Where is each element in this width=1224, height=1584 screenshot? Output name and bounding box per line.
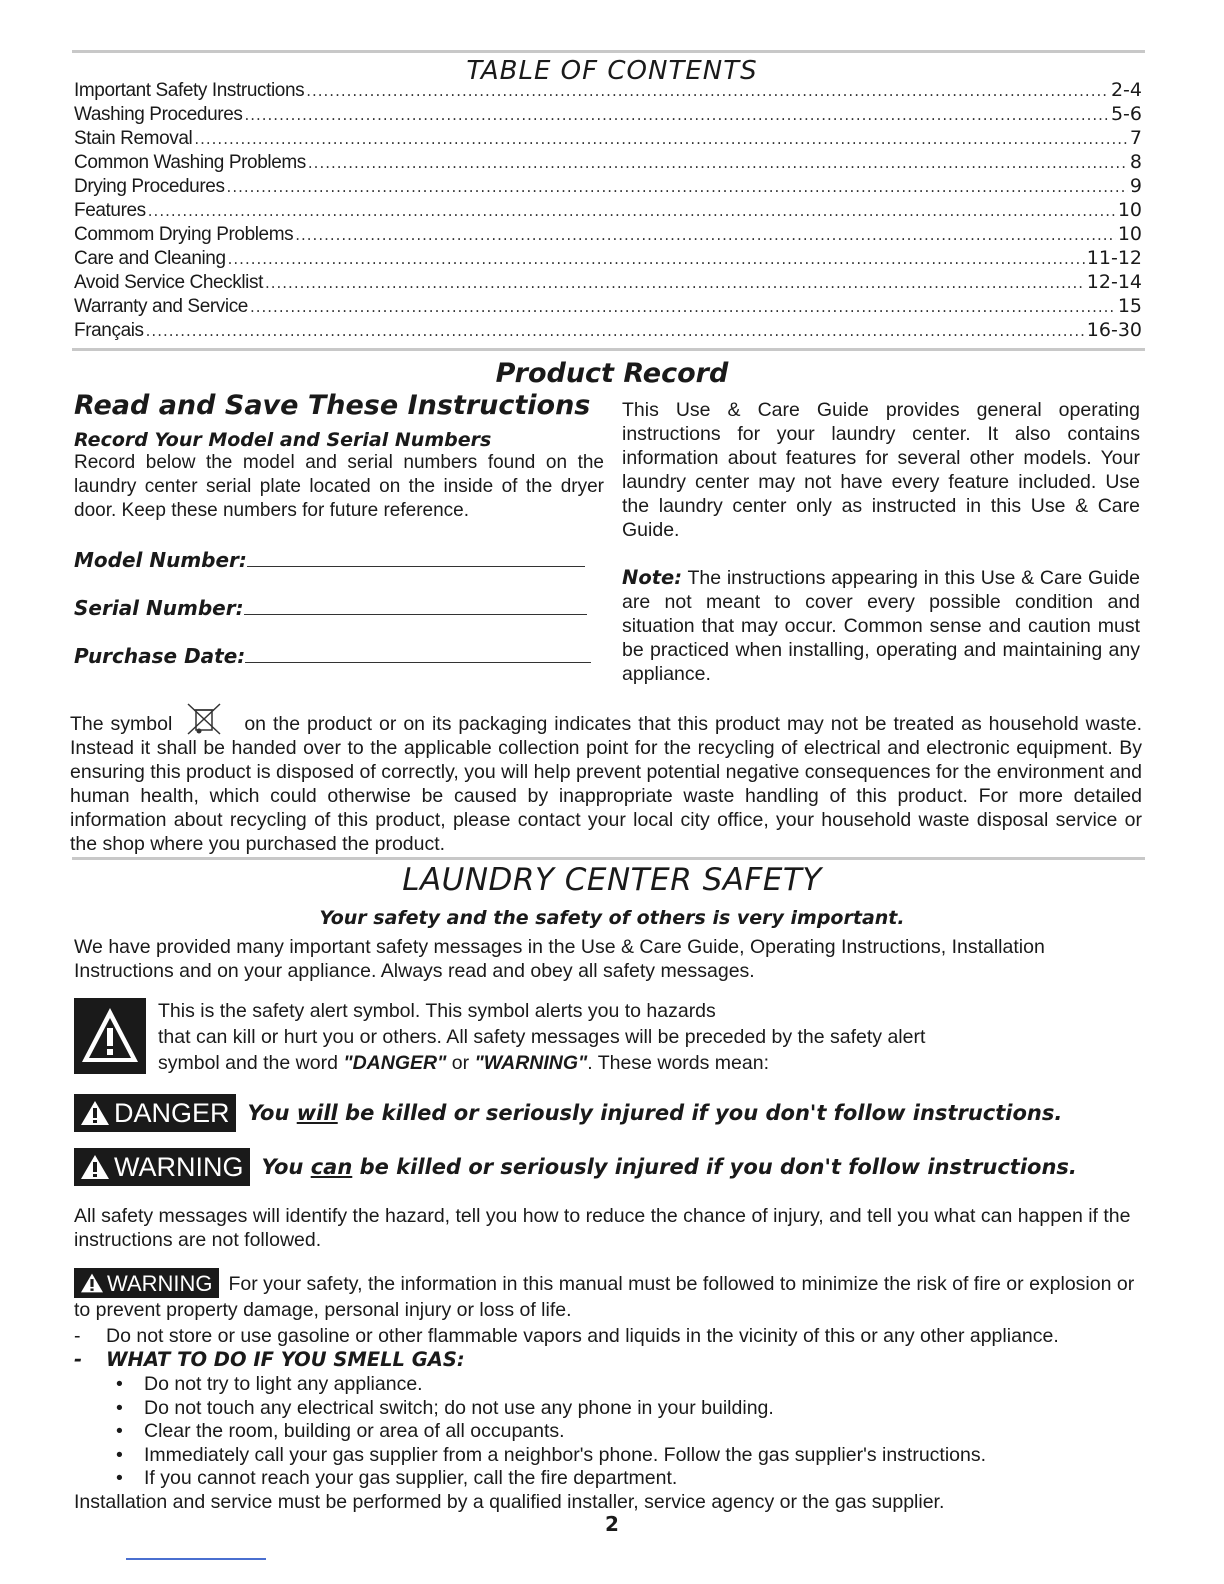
toc-leader-dots — [148, 198, 1116, 223]
toc-entry-page: 5-6 — [1110, 103, 1142, 125]
toc-bottom-rule — [72, 348, 1145, 351]
read-save-heading: Read and Save These Instructions — [74, 390, 591, 421]
gas-bullet-item — [116, 1443, 986, 1467]
safety-top-rule — [72, 857, 1145, 860]
footer-rule — [126, 1558, 266, 1560]
toc-entry[interactable] — [74, 318, 1142, 342]
gas-bullet-text: Clear the room, building or area of all occupants. — [144, 1420, 565, 1442]
toc-entry-page: 9 — [1129, 175, 1142, 197]
warning-emph: can — [310, 1155, 353, 1179]
record-instructions — [74, 390, 604, 523]
alert-line-3-pre: symbol and the word — [158, 1052, 338, 1074]
toc-entry-label: Stain Removal — [74, 128, 193, 149]
toc-leader-dots — [295, 222, 1116, 247]
safety-title: LAUNDRY CENTER SAFETY — [402, 862, 822, 898]
weee-after: on the product or on its packaging indicates that this product may not be treated as household waste. Instead it shall be handed over to the applicable collection point for the recycling of electrical and electronic equipment. By ensuring this product is disposed of correctly, you will help prevent potential negative consequences for the environment and human health, which could otherwise be caused by inappropriate waste handling of this product. For more detailed information about recycling of this product, please contact your local city office, your household waste disposal service or the shop where you purchased the product. — [70, 713, 1142, 855]
toc-entry-label: Features — [74, 200, 146, 221]
warning-post: be killed or seriously injured if you don't follow instructions. — [359, 1155, 1077, 1179]
danger-badge — [74, 1094, 236, 1132]
bullet-dot: • — [116, 1373, 123, 1395]
bullet-dot: • — [116, 1443, 123, 1466]
toc-entry[interactable] — [74, 150, 1142, 174]
warning-pre: You — [261, 1155, 304, 1179]
note-paragraph — [622, 566, 1140, 686]
toc-entry-label: Français — [74, 320, 144, 341]
toc-entry-label: Warranty and Service — [74, 296, 248, 317]
gas-bullet-text: Immediately call your gas supplier from a neighbor's phone. Follow the gas supplier's instructions. — [144, 1443, 987, 1466]
dash-item-2-text: WHAT TO DO IF YOU SMELL GAS: — [106, 1348, 465, 1371]
product-record-title: Product Record — [495, 358, 729, 389]
danger-emph: will — [296, 1101, 338, 1125]
toc-entry-label: Important Safety Instructions — [74, 80, 305, 101]
toc-entry[interactable] — [74, 198, 1142, 222]
toc-leader-dots — [308, 150, 1128, 175]
danger-badge-label: DANGER — [114, 1097, 230, 1128]
warning2-alert-icon — [80, 1272, 104, 1294]
toc-entry[interactable] — [74, 102, 1142, 126]
danger-pre: You — [247, 1101, 290, 1125]
model-number-label: Model Number: — [74, 548, 247, 572]
toc-entry-label: Common Washing Problems — [74, 152, 306, 173]
safety-subtitle: Your safety and the safety of others is very important. — [319, 907, 905, 929]
bullet-dot: • — [116, 1420, 123, 1442]
toc-entry[interactable] — [74, 126, 1142, 150]
toc-entry[interactable] — [74, 294, 1142, 318]
weee-before: The symbol — [70, 713, 173, 735]
warning-statement — [262, 1155, 1077, 1179]
alert-line-3 — [158, 1050, 1118, 1076]
note-label: Note: — [622, 566, 683, 589]
toc-leader-dots — [306, 78, 1109, 103]
warning-alert-icon — [80, 1153, 110, 1181]
danger-post: be killed or seriously injured if you don't follow instructions. — [345, 1101, 1063, 1125]
guide-description — [622, 398, 1140, 686]
weee-paragraph — [70, 702, 1142, 856]
toc-entry-page: 7 — [1129, 127, 1142, 149]
safety-alert-block — [74, 998, 1142, 1076]
dash-item-2 — [74, 1348, 465, 1372]
gas-bullet-text: If you cannot reach your gas supplier, call the fire department. — [144, 1467, 678, 1489]
toc-entry-page: 11-12 — [1086, 247, 1142, 269]
toc-entry[interactable] — [74, 270, 1142, 294]
model-number-line[interactable] — [247, 548, 585, 567]
toc-leader-dots — [244, 102, 1108, 127]
safety-intro: We have provided many important safety messages in the Use & Care Guide, Operating Instructions, Installation Instructions and on your appliance. Always read and obey all safety messages. — [74, 936, 1045, 982]
dash-marker: - — [74, 1348, 83, 1371]
warning-signal — [74, 1148, 1077, 1186]
safety-alert-icon — [74, 998, 146, 1074]
warning-fire-paragraph — [74, 1268, 1142, 1323]
toc-leader-dots — [227, 174, 1128, 199]
table-of-contents — [74, 78, 1142, 342]
warning-badge-label: WARNING — [114, 1151, 244, 1182]
purchase-date-line[interactable] — [245, 644, 591, 663]
toc-leader-dots — [265, 270, 1085, 295]
warning2-badge — [74, 1268, 219, 1298]
bullet-dot: • — [116, 1396, 123, 1419]
gas-bullet-item — [116, 1396, 774, 1420]
toc-entry[interactable] — [74, 222, 1142, 246]
purchase-date-label: Purchase Date: — [74, 644, 246, 668]
alert-line-1: This is the safety alert symbol. This symbol alerts you to hazards — [158, 1000, 716, 1022]
alert-danger-word: "DANGER" — [343, 1052, 447, 1074]
gas-bullet-item — [116, 1466, 677, 1490]
toc-entry-label: Washing Procedures — [74, 104, 243, 125]
toc-entry-label: Commom Drying Problems — [74, 224, 294, 245]
danger-signal — [74, 1094, 1062, 1132]
note-text: The instructions appearing in this Use & Care Guide are not meant to cover every possible condition and situation that may occur. Common sense and caution must be practiced when installing, operating and maintaining any appliance. — [622, 567, 1140, 685]
gas-bullet-text: Do not try to light any appliance. — [144, 1373, 423, 1395]
warning2-badge-label: WARNING — [107, 1270, 213, 1296]
toc-entry-label: Avoid Service Checklist — [74, 272, 263, 293]
toc-entry[interactable] — [74, 78, 1142, 102]
toc-entry-page: 12-14 — [1086, 271, 1142, 293]
toc-entry-page: 10 — [1117, 223, 1142, 245]
toc-leader-dots — [228, 246, 1085, 271]
crossed-bin-icon — [182, 702, 226, 736]
toc-leader-dots — [146, 318, 1085, 343]
toc-entry-page: 16-30 — [1086, 319, 1142, 341]
dash-marker: - — [74, 1325, 81, 1347]
gas-bullet-item — [116, 1372, 423, 1396]
serial-number-field[interactable] — [74, 596, 587, 620]
toc-entry[interactable] — [74, 246, 1142, 270]
toc-entry-label: Care and Cleaning — [74, 248, 226, 269]
alert-line-3-post: . These words mean: — [587, 1052, 770, 1074]
toc-entry-page: 8 — [1129, 151, 1142, 173]
model-number-field[interactable] — [74, 548, 585, 572]
toc-entry-label: Drying Procedures — [74, 176, 225, 197]
toc-leader-dots — [194, 126, 1128, 151]
toc-entry-page: 2-4 — [1110, 79, 1142, 101]
alert-line-2: that can kill or hurt you or others. All safety messages will be preceded by the safety alert — [158, 1026, 926, 1048]
serial-number-line[interactable] — [244, 596, 587, 615]
dash-item-1 — [74, 1324, 1059, 1348]
warning2-text: For your safety, the information in this manual must be followed to minimize the risk of fire or explosion or to prevent property damage, personal injury or loss of life. — [74, 1273, 1135, 1321]
page-number: 2 — [605, 1512, 619, 1536]
record-subheading: Record Your Model and Serial Numbers — [74, 429, 492, 451]
danger-alert-icon — [80, 1099, 110, 1127]
record-text: Record below the model and serial numbers found on the laundry center serial plate located on the inside of the dryer door. Keep these numbers for future reference. — [74, 452, 604, 521]
toc-entry[interactable] — [74, 174, 1142, 198]
safety-alert-text — [158, 998, 1118, 1076]
toc-title: TABLE OF CONTENTS — [466, 56, 758, 86]
toc-leader-dots — [250, 294, 1116, 319]
dash-item-1-text: Do not store or use gasoline or other flammable vapors and liquids in the vicinity of this or any other appliance. — [106, 1325, 1059, 1347]
alert-warning-word: "WARNING" — [474, 1052, 588, 1074]
gas-bullet-text: Do not touch any electrical switch; do not use any phone in your building. — [144, 1396, 774, 1419]
danger-statement — [248, 1101, 1063, 1125]
guide-text: This Use & Care Guide provides general operating instructions for your laundry center. It also contains information about features for several other models. Your laundry center may not have every feature included. Use the laundry center only as instructed in this Use & Care Guide. — [622, 399, 1140, 541]
closing-text: Installation and service must be performed by a qualified installer, service agency or the gas supplier. — [74, 1491, 945, 1513]
gas-bullet-item — [116, 1419, 565, 1443]
toc-entry-page: 10 — [1117, 199, 1142, 221]
warning-badge — [74, 1148, 250, 1186]
identify-text: All safety messages will identify the hazard, tell you how to reduce the chance of injury, and tell you what can happen if the instructions are not followed. — [74, 1205, 1131, 1251]
alert-or: or — [451, 1052, 470, 1074]
purchase-date-field[interactable] — [74, 644, 591, 668]
toc-entry-page: 15 — [1117, 295, 1142, 317]
serial-number-label: Serial Number: — [74, 596, 244, 620]
bullet-dot: • — [116, 1467, 123, 1489]
top-rule — [72, 50, 1145, 53]
